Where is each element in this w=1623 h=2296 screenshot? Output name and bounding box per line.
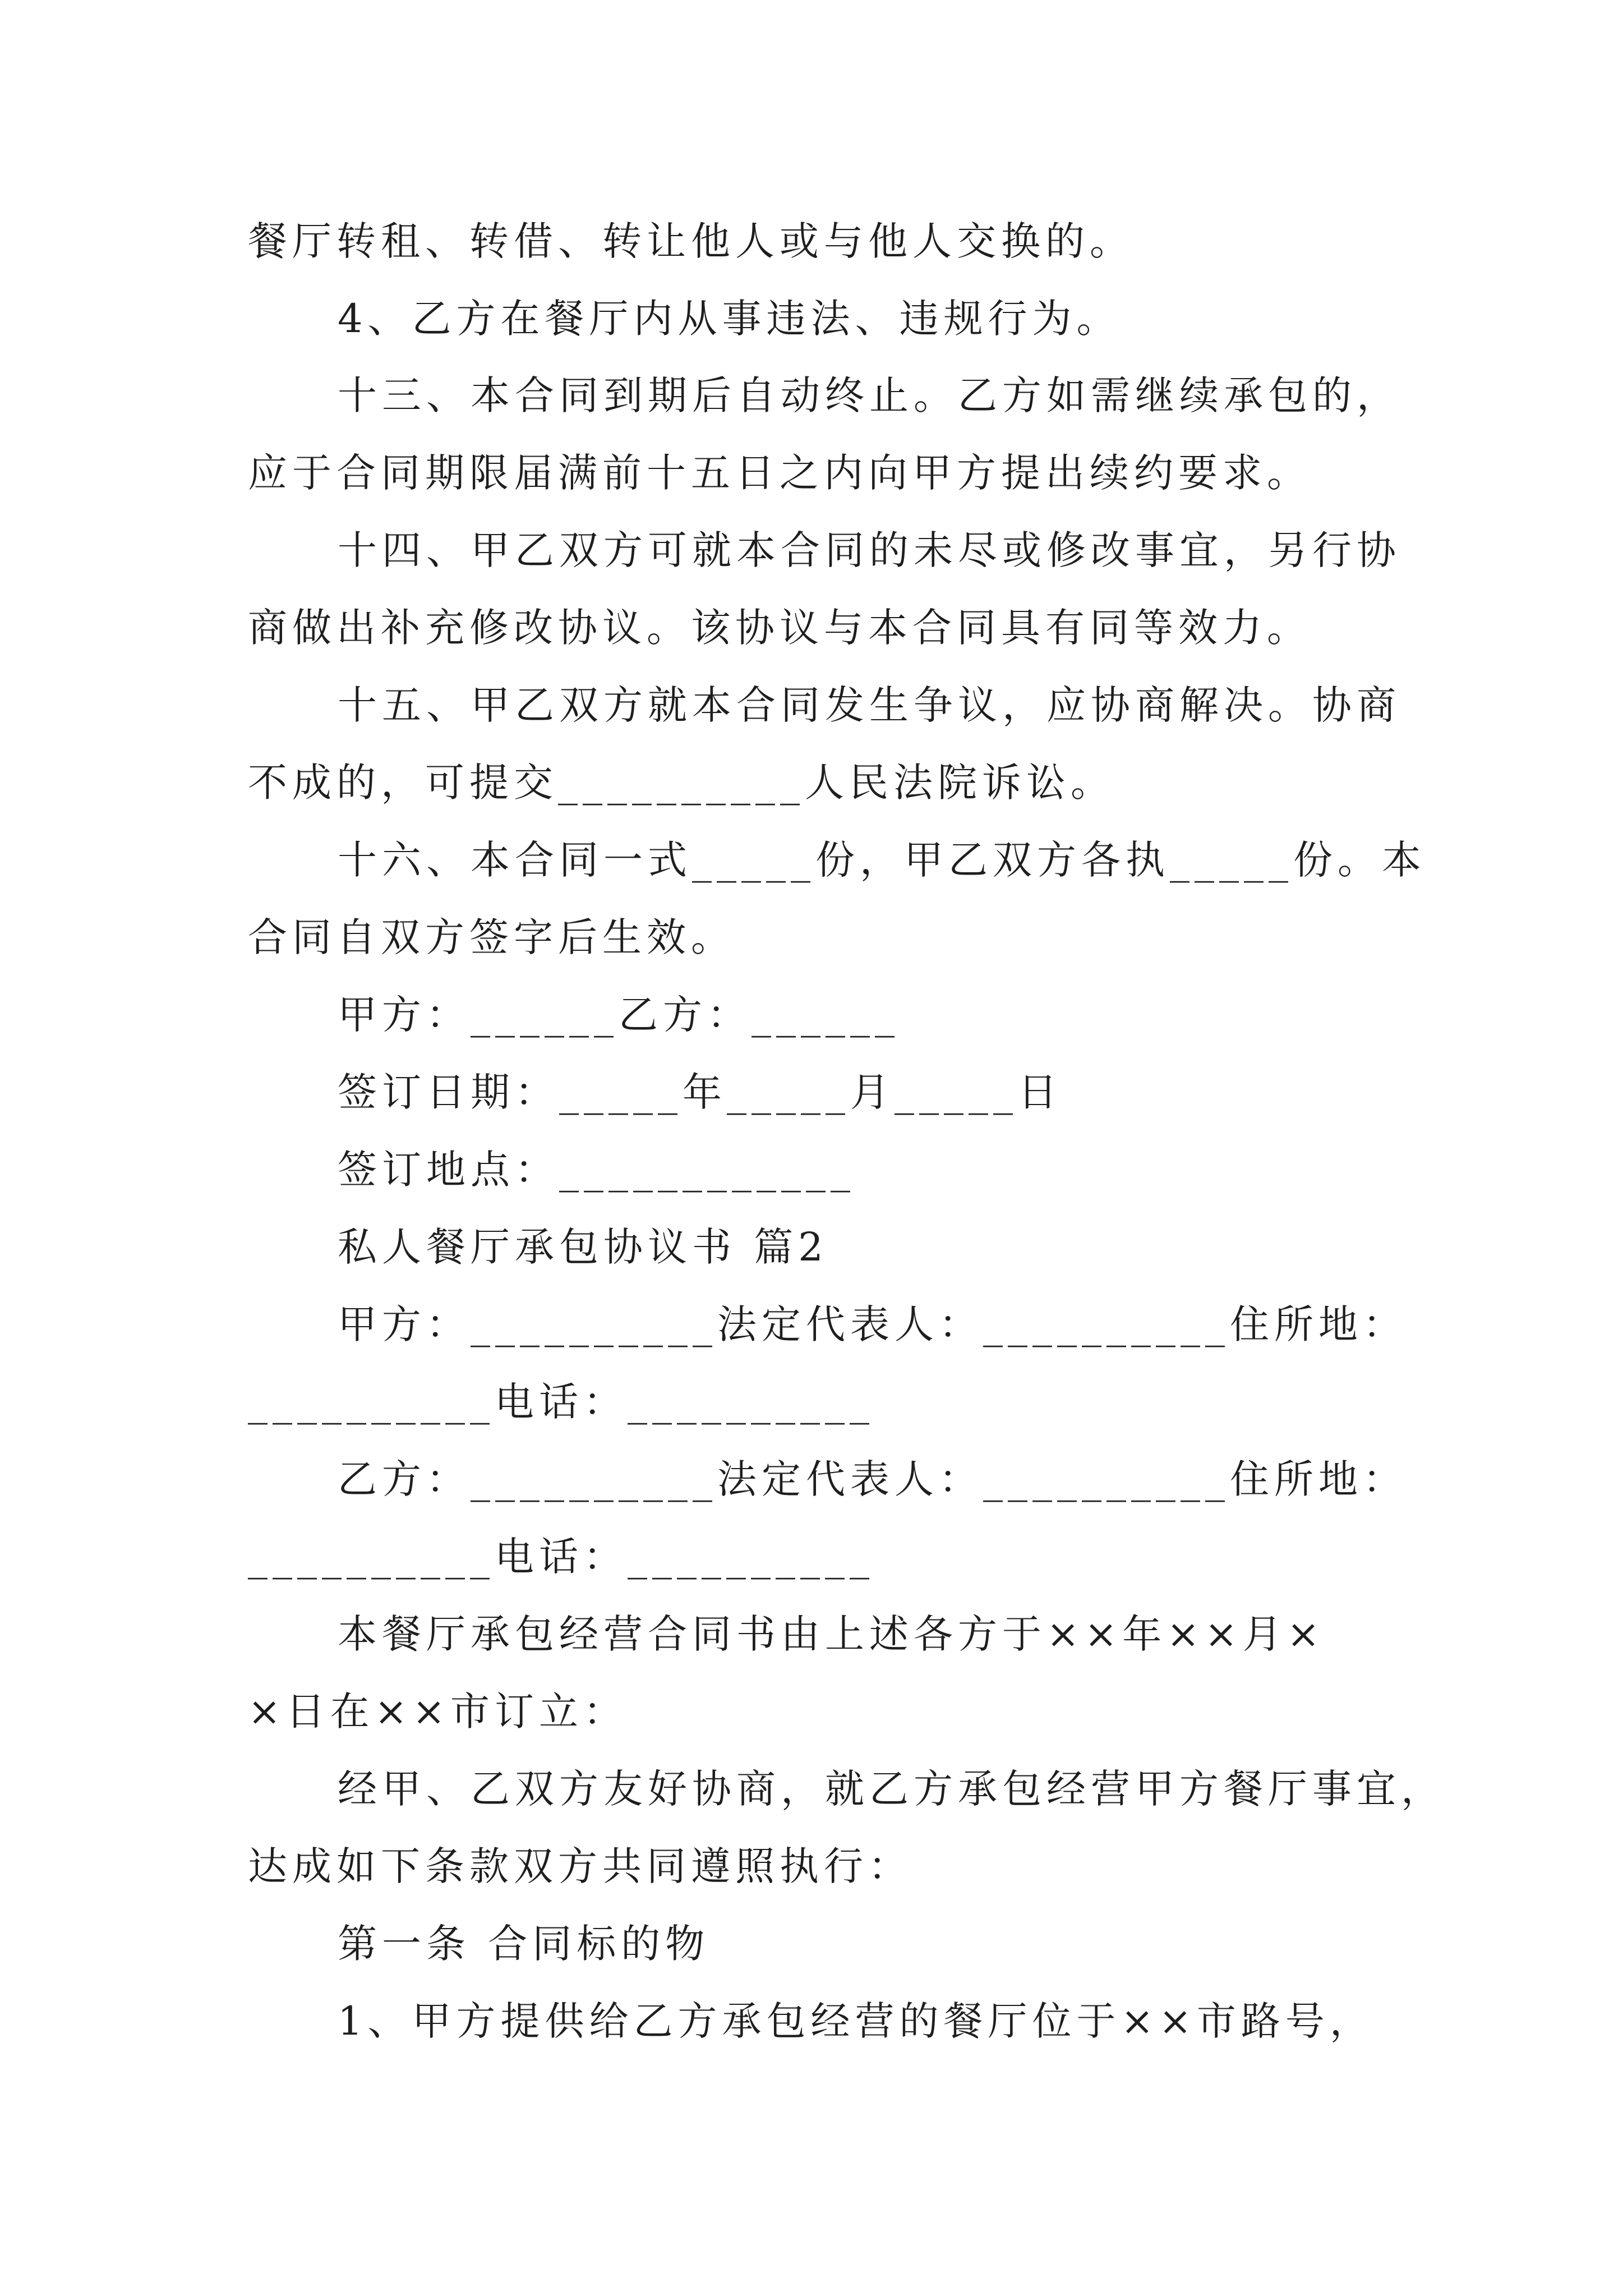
text-line: 4、乙方在餐厅内从事违法、违规行为。 — [338, 296, 1121, 342]
signing-date-line: 签订日期：_____年_____月_____日 — [338, 1069, 1062, 1115]
text-line: 十三、本合同到期后自动终止。乙方如需继续承包的， — [338, 372, 1401, 418]
text-line: 餐厅转租、转借、转让他人或与他人交换的。 — [248, 218, 1134, 264]
text-line: 达成如下条款双方共同遵照执行： — [248, 1843, 912, 1889]
text-line: 十六、本合同一式_____份，甲乙双方各执_____份。本 — [338, 837, 1426, 883]
signing-place-line: 签订地点：____________ — [338, 1147, 855, 1193]
party-a-phone-line: __________电话：__________ — [248, 1379, 874, 1425]
text-line: 经甲、乙双方友好协商，就乙方承包经营甲方餐厅事宜， — [338, 1766, 1445, 1812]
text-line: 本餐厅承包经营合同书由上述各方于××年××月× — [338, 1611, 1325, 1657]
section-heading: 私人餐厅承包协议书 篇2 — [338, 1224, 828, 1270]
text-line: 合同自双方签字后生效。 — [248, 914, 735, 960]
text-line: 商做出补充修改协议。该协议与本合同具有同等效力。 — [248, 605, 1311, 651]
text-line: ×日在××市订立： — [248, 1688, 628, 1734]
signature-line: 甲方：______乙方：______ — [338, 992, 900, 1038]
text-line: 应于合同期限届满前十五日之内向甲方提出续约要求。 — [248, 450, 1311, 496]
party-b-phone-line: __________电话：__________ — [248, 1534, 874, 1580]
party-b-line: 乙方：__________法定代表人：__________住所地： — [338, 1456, 1407, 1502]
text-line: 十五、甲乙双方就本合同发生争议，应协商解决。协商 — [338, 682, 1401, 728]
article-heading: 第一条 合同标的物 — [338, 1921, 710, 1967]
text-line: 1、甲方提供给乙方承包经营的餐厅位于××市路号， — [338, 1998, 1374, 2044]
text-line: 十四、甲乙双方可就本合同的未尽或修改事宜，另行协 — [338, 527, 1401, 573]
party-a-line: 甲方：__________法定代表人：__________住所地： — [338, 1301, 1407, 1347]
text-line: 不成的，可提交__________人民法院诉讼。 — [248, 760, 1115, 806]
